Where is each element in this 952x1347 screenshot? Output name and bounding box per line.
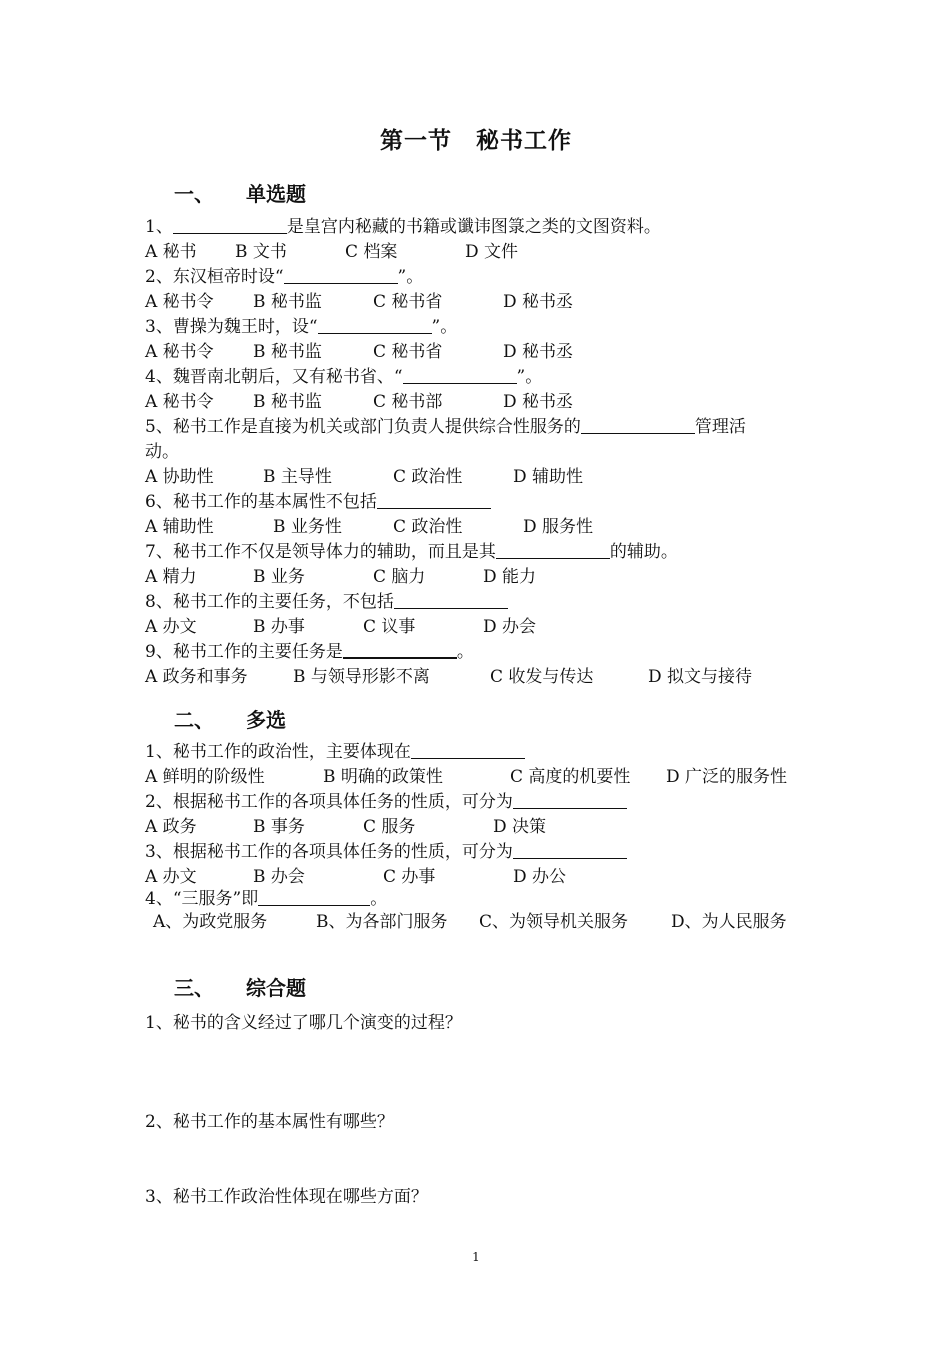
question-text: 4、魏晋南北朝后，又有秘书省、“ bbox=[145, 367, 403, 387]
section-number: 三、 bbox=[174, 976, 214, 1000]
option: D 决策 bbox=[493, 817, 547, 837]
answer-blank bbox=[403, 367, 517, 384]
question-line bbox=[145, 491, 491, 513]
option: B 秘书监 bbox=[253, 342, 322, 362]
question-text: 9、秘书工作的主要任务是 bbox=[145, 642, 343, 662]
option-row bbox=[145, 391, 845, 413]
answer-blank bbox=[496, 542, 610, 559]
question-text: ”。 bbox=[516, 367, 543, 387]
question-text: 5、秘书工作是直接为机关或部门负责人提供综合性服务的 bbox=[145, 417, 581, 437]
option-row bbox=[145, 866, 845, 888]
section-name: 多选 bbox=[246, 708, 286, 732]
option: C 办事 bbox=[383, 867, 436, 887]
option: A 精力 bbox=[145, 567, 197, 587]
answer-blank bbox=[411, 742, 525, 759]
comprehensive-question: 1、秘书的含义经过了哪几个演变的过程？ bbox=[145, 1013, 462, 1033]
option: A、为政党服务 bbox=[153, 912, 268, 932]
question-text: 。 bbox=[456, 642, 474, 662]
option: C 高度的机要性 bbox=[510, 767, 631, 787]
option: C、为领导机关服务 bbox=[479, 912, 629, 932]
answer-blank bbox=[173, 217, 287, 234]
option: C 服务 bbox=[363, 817, 416, 837]
question-text: 7、秘书工作不仅是领导体力的辅助，而且是其 bbox=[145, 542, 496, 562]
question-text: 动。 bbox=[145, 442, 179, 462]
question-line bbox=[145, 791, 627, 813]
option: D 秘书丞 bbox=[503, 392, 574, 412]
option: C 秘书省 bbox=[373, 342, 443, 362]
option: A 协助性 bbox=[145, 467, 214, 487]
option: B 秘书监 bbox=[253, 292, 322, 312]
option: D 文件 bbox=[465, 242, 519, 262]
question-text: 2、东汉桓帝时设“ bbox=[145, 267, 284, 287]
question-text: 3、根据秘书工作的各项具体任务的性质，可分为 bbox=[145, 842, 513, 862]
option: D 广泛的服务性 bbox=[666, 767, 788, 787]
question-text: 1、 bbox=[145, 217, 173, 237]
option: C 政治性 bbox=[393, 467, 463, 487]
option: B 业务 bbox=[253, 567, 305, 587]
option: A 政务和事务 bbox=[145, 667, 248, 687]
question-text: 是皇宫内秘藏的书籍或谶讳图箓之类的文图资料。 bbox=[286, 217, 661, 237]
option: B 主导性 bbox=[263, 467, 332, 487]
option: A 政务 bbox=[145, 817, 197, 837]
question-text: ”。 bbox=[431, 317, 458, 337]
option-row bbox=[145, 766, 845, 788]
option: A 办文 bbox=[145, 867, 197, 887]
answer-blank bbox=[258, 889, 370, 906]
option: B 事务 bbox=[253, 817, 305, 837]
answer-blank bbox=[318, 317, 432, 334]
question-text: 。 bbox=[370, 889, 388, 909]
option: C 秘书省 bbox=[373, 292, 443, 312]
option: B 与领导形影不离 bbox=[293, 667, 430, 687]
option: D 辅助性 bbox=[513, 467, 584, 487]
section-heading-multi-choice bbox=[174, 704, 286, 733]
question-line bbox=[145, 266, 423, 288]
question-line bbox=[145, 641, 474, 663]
option: C 档案 bbox=[345, 242, 398, 262]
option-row bbox=[145, 816, 845, 838]
question-text: 6、秘书工作的基本属性不包括 bbox=[145, 492, 377, 512]
question-text: 8、秘书工作的主要任务，不包括 bbox=[145, 592, 394, 612]
option: B 秘书监 bbox=[253, 392, 322, 412]
section-name: 单选题 bbox=[246, 182, 306, 206]
section-number: 一、 bbox=[174, 182, 214, 206]
option: D 秘书丞 bbox=[503, 292, 574, 312]
option: B 办事 bbox=[253, 617, 305, 637]
option: C 收发与传达 bbox=[490, 667, 594, 687]
question-line bbox=[145, 841, 627, 863]
question-text: 2、根据秘书工作的各项具体任务的性质，可分为 bbox=[145, 792, 513, 812]
answer-blank bbox=[513, 842, 627, 859]
question-text: 3、曹操为魏王时，设“ bbox=[145, 317, 318, 337]
option: C 政治性 bbox=[393, 517, 463, 537]
question-line-continued bbox=[145, 441, 179, 463]
question-line bbox=[145, 591, 508, 613]
page-number: 1 bbox=[472, 1250, 480, 1264]
option: D 办会 bbox=[483, 617, 537, 637]
comprehensive-question: 2、秘书工作的基本属性有哪些？ bbox=[145, 1112, 394, 1132]
option: D 服务性 bbox=[523, 517, 594, 537]
option: B 业务性 bbox=[273, 517, 342, 537]
answer-blank bbox=[377, 492, 491, 509]
option-row bbox=[145, 241, 845, 263]
page-title: 第一节 秘书工作 bbox=[380, 128, 572, 154]
section-name: 综合题 bbox=[246, 976, 306, 1000]
question-text: 1、秘书工作的政治性，主要体现在 bbox=[145, 742, 411, 762]
option-row bbox=[145, 616, 845, 638]
question-line bbox=[145, 366, 542, 388]
question-text: 4、“三服务”即 bbox=[145, 889, 259, 909]
question-line bbox=[145, 741, 525, 763]
question-line bbox=[145, 416, 746, 438]
question-text: 的辅助。 bbox=[609, 542, 678, 562]
answer-blank bbox=[284, 267, 398, 284]
question-line bbox=[145, 888, 387, 910]
option: C 议事 bbox=[363, 617, 416, 637]
option: B 文书 bbox=[235, 242, 287, 262]
question-text: 管理活 bbox=[694, 417, 746, 437]
option: D、为人民服务 bbox=[671, 912, 787, 932]
section-number: 二、 bbox=[174, 708, 214, 732]
option: B 办会 bbox=[253, 867, 305, 887]
option: A 鲜明的阶级性 bbox=[145, 767, 265, 787]
option: D 能力 bbox=[483, 567, 537, 587]
answer-blank bbox=[581, 417, 695, 434]
option-row bbox=[145, 566, 845, 588]
option: A 秘书 bbox=[145, 242, 197, 262]
answer-blank bbox=[394, 592, 508, 609]
option-row bbox=[145, 516, 845, 538]
section-heading-comprehensive bbox=[174, 972, 306, 1001]
answer-blank bbox=[513, 792, 627, 809]
option: A 秘书令 bbox=[145, 292, 214, 312]
comprehensive-question: 3、秘书工作政治性体现在哪些方面？ bbox=[145, 1187, 428, 1207]
question-text: ”。 bbox=[397, 267, 424, 287]
option: B、为各部门服务 bbox=[316, 912, 448, 932]
option: D 拟文与接待 bbox=[648, 667, 753, 687]
option-row bbox=[145, 341, 845, 363]
question-line bbox=[145, 216, 661, 238]
option: B 明确的政策性 bbox=[323, 767, 443, 787]
option-row bbox=[145, 466, 845, 488]
option: A 秘书令 bbox=[145, 392, 214, 412]
question-line bbox=[145, 316, 457, 338]
option: A 办文 bbox=[145, 617, 197, 637]
option: D 秘书丞 bbox=[503, 342, 574, 362]
option: A 秘书令 bbox=[145, 342, 214, 362]
answer-blank bbox=[343, 641, 457, 659]
option-row bbox=[145, 666, 845, 688]
option: D 办公 bbox=[513, 867, 567, 887]
option: A 辅助性 bbox=[145, 517, 214, 537]
option: C 秘书部 bbox=[373, 392, 443, 412]
option: C 脑力 bbox=[373, 567, 426, 587]
section-heading-single-choice bbox=[174, 178, 306, 207]
option-row bbox=[145, 911, 845, 933]
option-row bbox=[145, 291, 845, 313]
question-line bbox=[145, 541, 678, 563]
